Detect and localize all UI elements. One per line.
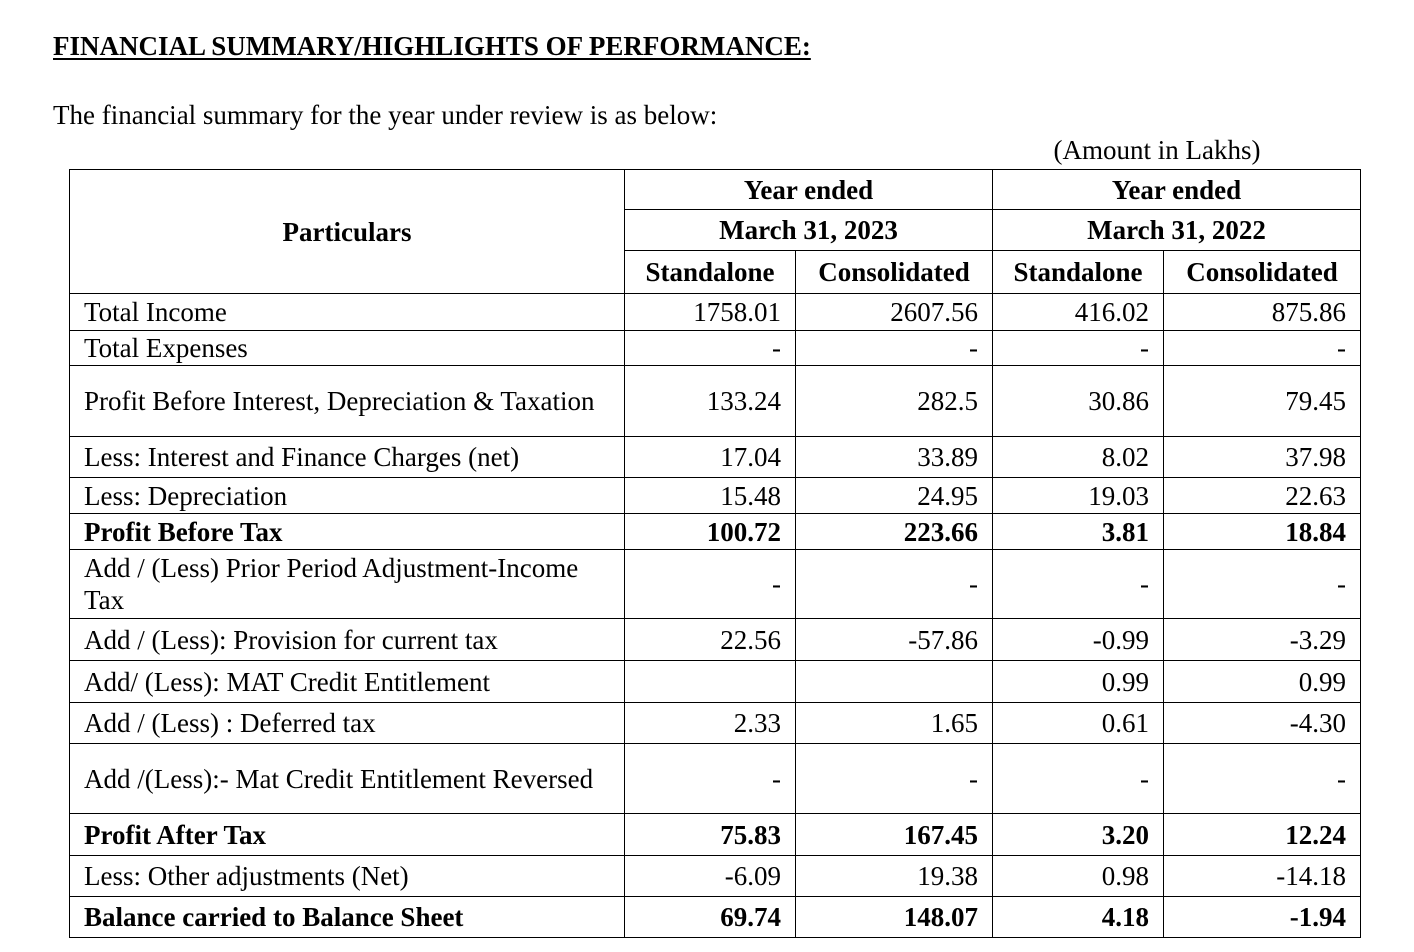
row-label: Profit Before Interest, Depreciation & Taxation bbox=[70, 366, 625, 437]
cell-value: 75.83 bbox=[625, 814, 796, 856]
sub-header-consolidated-2023: Consolidated bbox=[796, 251, 993, 294]
cell-value: 24.95 bbox=[796, 478, 993, 514]
cell-value: 2607.56 bbox=[796, 294, 993, 331]
cell-value: -1.94 bbox=[1164, 897, 1361, 938]
cell-value: - bbox=[625, 550, 796, 619]
table-row bbox=[70, 514, 1361, 550]
section-heading: FINANCIAL SUMMARY/HIGHLIGHTS OF PERFORMANCE: bbox=[53, 31, 811, 61]
row-label: Profit After Tax bbox=[70, 814, 625, 856]
cell-value: 875.86 bbox=[1164, 294, 1361, 331]
cell-value: - bbox=[625, 744, 796, 814]
particulars-header: Particulars bbox=[70, 170, 625, 294]
cell-value: - bbox=[1164, 550, 1361, 619]
table-row bbox=[70, 478, 1361, 514]
cell-value: 30.86 bbox=[993, 366, 1164, 437]
row-label: Add/ (Less): MAT Credit Entitlement bbox=[70, 661, 625, 703]
cell-value: 0.61 bbox=[993, 703, 1164, 744]
table-row bbox=[70, 550, 1361, 619]
sub-header-standalone-2022: Standalone bbox=[993, 251, 1164, 294]
cell-value: 3.20 bbox=[993, 814, 1164, 856]
cell-value: - bbox=[625, 331, 796, 366]
cell-value: 0.99 bbox=[993, 661, 1164, 703]
cell-value: 69.74 bbox=[625, 897, 796, 938]
cell-value: -0.99 bbox=[993, 619, 1164, 661]
cell-value: 1758.01 bbox=[625, 294, 796, 331]
cell-value: - bbox=[796, 550, 993, 619]
cell-value: -14.18 bbox=[1164, 856, 1361, 897]
cell-value: 0.99 bbox=[1164, 661, 1361, 703]
table-row bbox=[70, 703, 1361, 744]
cell-value: - bbox=[993, 550, 1164, 619]
cell-value bbox=[625, 661, 796, 703]
cell-value: 79.45 bbox=[1164, 366, 1361, 437]
sub-header-consolidated-2022: Consolidated bbox=[1164, 251, 1361, 294]
sub-header-standalone-2023: Standalone bbox=[625, 251, 796, 294]
period-header-2022: March 31, 2022 bbox=[993, 210, 1361, 251]
year-ended-header-2023: Year ended bbox=[625, 170, 993, 210]
table-row bbox=[70, 814, 1361, 856]
cell-value: 19.38 bbox=[796, 856, 993, 897]
cell-value: 22.63 bbox=[1164, 478, 1361, 514]
cell-value: 3.81 bbox=[993, 514, 1164, 550]
cell-value: - bbox=[1164, 331, 1361, 366]
row-label: Balance carried to Balance Sheet bbox=[70, 897, 625, 938]
period-header-2023: March 31, 2023 bbox=[625, 210, 993, 251]
cell-value: 33.89 bbox=[796, 437, 993, 478]
cell-value: -6.09 bbox=[625, 856, 796, 897]
cell-value: - bbox=[796, 744, 993, 814]
cell-value: 22.56 bbox=[625, 619, 796, 661]
table-row bbox=[70, 661, 1361, 703]
cell-value: 19.03 bbox=[993, 478, 1164, 514]
cell-value: 15.48 bbox=[625, 478, 796, 514]
cell-value: 18.84 bbox=[1164, 514, 1361, 550]
cell-value: 17.04 bbox=[625, 437, 796, 478]
cell-value: 416.02 bbox=[993, 294, 1164, 331]
row-label: Less: Other adjustments (Net) bbox=[70, 856, 625, 897]
table-row bbox=[70, 437, 1361, 478]
table-row bbox=[70, 619, 1361, 661]
table-row bbox=[70, 331, 1361, 366]
cell-value: 282.5 bbox=[796, 366, 993, 437]
table-row bbox=[70, 366, 1361, 437]
cell-value: - bbox=[993, 744, 1164, 814]
table-row bbox=[70, 856, 1361, 897]
cell-value: -4.30 bbox=[1164, 703, 1361, 744]
row-label: Total Income bbox=[70, 294, 625, 331]
cell-value: 167.45 bbox=[796, 814, 993, 856]
cell-value: - bbox=[796, 331, 993, 366]
cell-value: 133.24 bbox=[625, 366, 796, 437]
row-label: Add / (Less) Prior Period Adjustment-Income Tax bbox=[70, 550, 625, 619]
table-row bbox=[70, 744, 1361, 814]
cell-value: - bbox=[1164, 744, 1361, 814]
cell-value: 1.65 bbox=[796, 703, 993, 744]
cell-value: 148.07 bbox=[796, 897, 993, 938]
row-label: Profit Before Tax bbox=[70, 514, 625, 550]
row-label: Add / (Less): Provision for current tax bbox=[70, 619, 625, 661]
financial-summary-table bbox=[69, 169, 1361, 938]
row-label: Total Expenses bbox=[70, 331, 625, 366]
cell-value: -3.29 bbox=[1164, 619, 1361, 661]
cell-value: 12.24 bbox=[1164, 814, 1361, 856]
intro-text: The financial summary for the year under review is as below: bbox=[53, 100, 718, 130]
table-row bbox=[70, 294, 1361, 331]
unit-note: (Amount in Lakhs) bbox=[1053, 135, 1261, 165]
cell-value: 8.02 bbox=[993, 437, 1164, 478]
cell-value: - bbox=[993, 331, 1164, 366]
row-label: Add / (Less) : Deferred tax bbox=[70, 703, 625, 744]
cell-value: 100.72 bbox=[625, 514, 796, 550]
cell-value: 223.66 bbox=[796, 514, 993, 550]
cell-value: -57.86 bbox=[796, 619, 993, 661]
cell-value bbox=[796, 661, 993, 703]
cell-value: 2.33 bbox=[625, 703, 796, 744]
cell-value: 0.98 bbox=[993, 856, 1164, 897]
cell-value: 4.18 bbox=[993, 897, 1164, 938]
year-ended-header-2022: Year ended bbox=[993, 170, 1361, 210]
table-row bbox=[70, 897, 1361, 938]
row-label: Less: Interest and Finance Charges (net) bbox=[70, 437, 625, 478]
cell-value: 37.98 bbox=[1164, 437, 1361, 478]
row-label: Less: Depreciation bbox=[70, 478, 625, 514]
row-label: Add /(Less):- Mat Credit Entitlement Reversed bbox=[70, 744, 625, 814]
